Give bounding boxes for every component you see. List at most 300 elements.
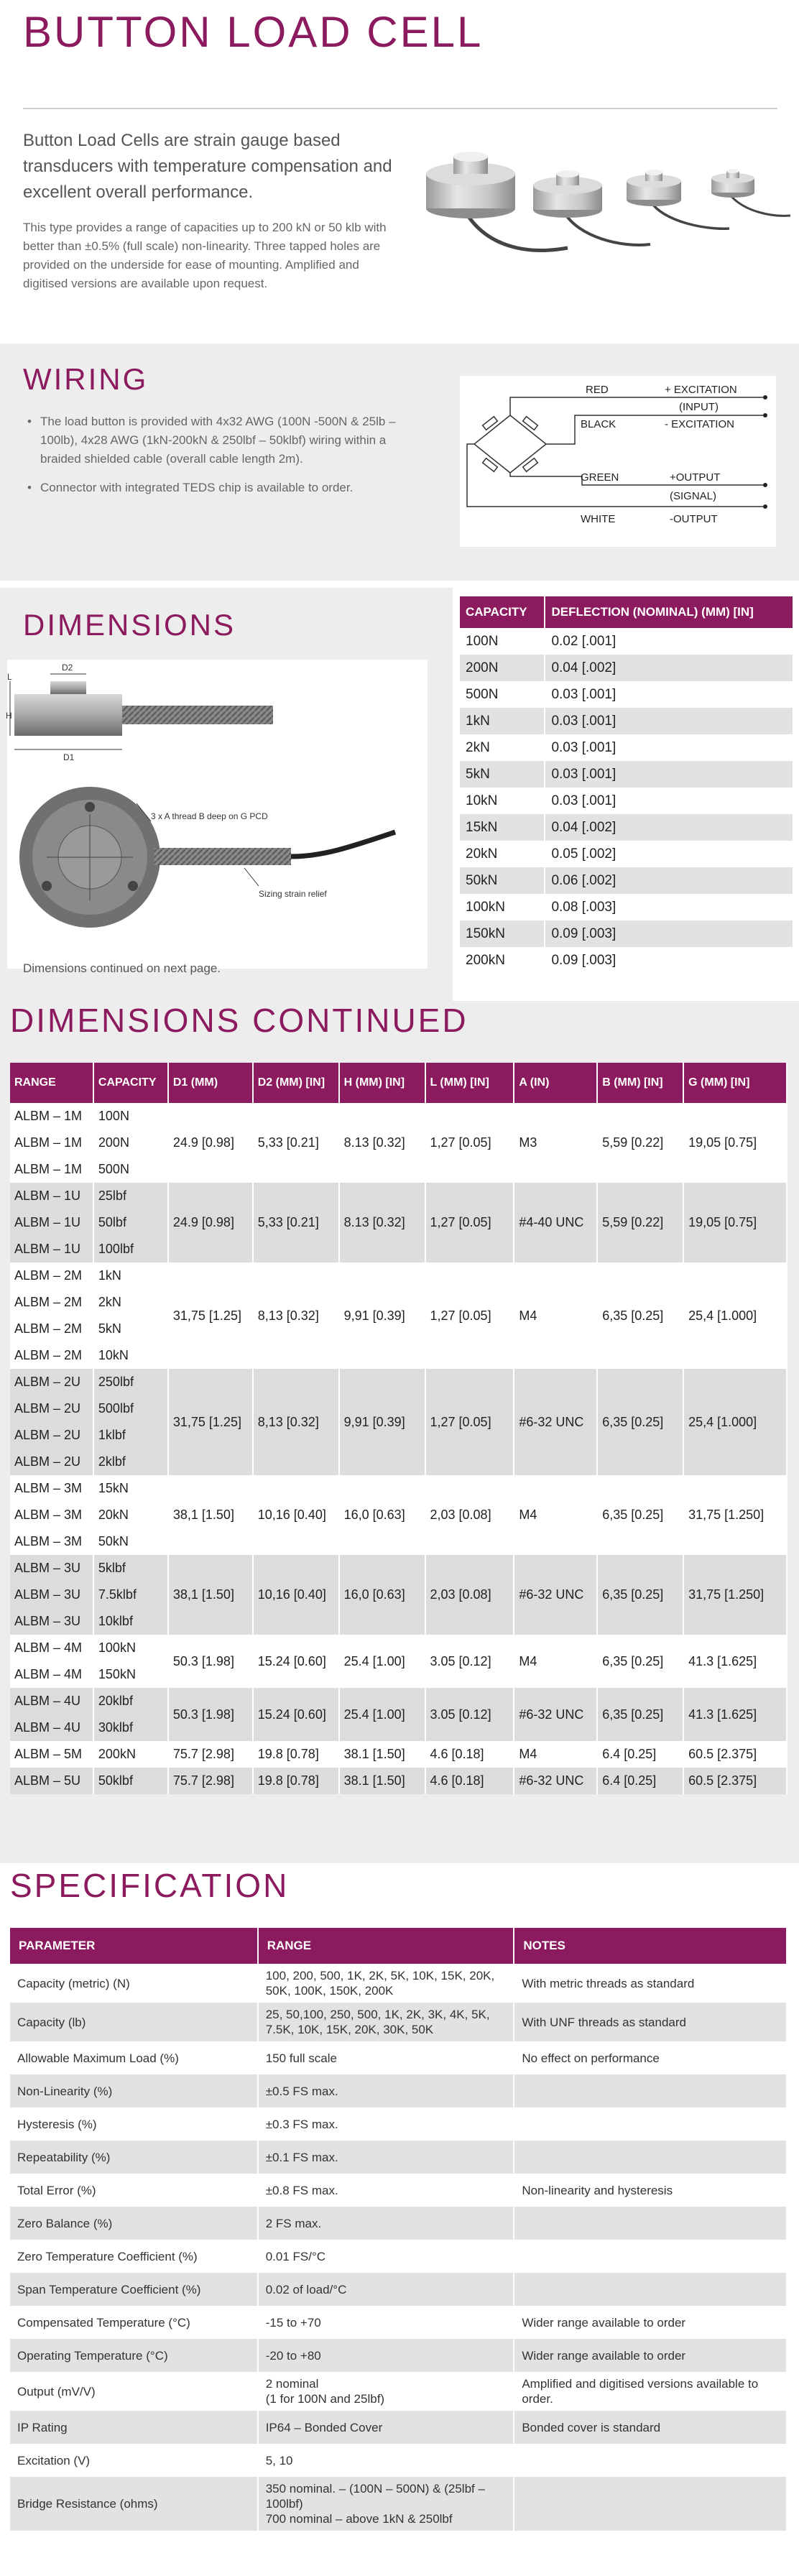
product-photo xyxy=(420,122,794,259)
capacity-cell: 15kN xyxy=(93,1475,168,1502)
capacity-cell: 25lbf xyxy=(93,1183,168,1209)
capacity-cell: 20kN xyxy=(460,841,545,867)
g-cell: 19,05 [0.75] xyxy=(683,1103,787,1183)
d2-cell: 19.8 [0.78] xyxy=(253,1741,339,1768)
capacity-cell: 50klbf xyxy=(93,1768,168,1794)
dimension-group xyxy=(10,1183,787,1262)
range-cell: 150 full scale xyxy=(258,2041,514,2074)
deflection-row xyxy=(460,867,793,894)
range-cell: ALBM – 3U xyxy=(10,1582,93,1608)
b-cell: 6,35 [0.25] xyxy=(597,1369,683,1475)
g-cell: 19,05 [0.75] xyxy=(683,1183,787,1262)
range-cell: ±0.3 FS max. xyxy=(258,2108,514,2141)
dimension-group xyxy=(10,1768,787,1794)
range-cell: 0.02 of load/°C xyxy=(258,2273,514,2306)
range-cell: ALBM – 2M xyxy=(10,1342,93,1369)
range-column-header: RANGE xyxy=(10,1063,93,1103)
intro-body: This type provides a range of capacities up to 200 kN or 50 klb with better than ±0.5% (full scale) non-linearity. Three tapped holes are provided on the underside for ease of mounting. Amplified and digitised versions are available upon request. xyxy=(23,221,387,290)
b-cell: 6,35 [0.25] xyxy=(597,1262,683,1369)
capacity-cell: 200kN xyxy=(93,1741,168,1768)
dimensions-table xyxy=(10,1063,788,1794)
deflection-column-header: DEFLECTION (NOMINAL) (MM) [IN] xyxy=(545,596,793,628)
range-cell: ALBM – 4M xyxy=(10,1661,93,1688)
dimensions-continued-section xyxy=(0,1001,799,1863)
range-cell: ALBM – 2M xyxy=(10,1289,93,1316)
notes-column-header: NOTES xyxy=(514,1928,787,1964)
a-cell: #6-32 UNC xyxy=(514,1555,597,1635)
parameter-cell: Span Temperature Coefficient (%) xyxy=(10,2273,258,2306)
dimension-group xyxy=(10,1262,787,1369)
h-column-header: H (MM) [IN] xyxy=(339,1063,425,1103)
capacity-cell: 20klbf xyxy=(93,1688,168,1714)
notes-cell: Wider range available to order xyxy=(514,2339,787,2372)
h-cell: 16,0 [0.63] xyxy=(339,1475,425,1555)
b-cell: 6,35 [0.25] xyxy=(597,1475,683,1555)
notes-cell: With UNF threads as standard xyxy=(514,2003,787,2041)
output-negative-label: -OUTPUT xyxy=(670,513,718,525)
range-cell: 100, 200, 500, 1K, 2K, 5K, 10K, 15K, 20K, 50K, 100K, 150K, 200K xyxy=(258,1964,514,2003)
l-cell: 4.6 [0.18] xyxy=(425,1768,514,1794)
specification-row xyxy=(10,2273,787,2306)
capacity-cell: 7.5klbf xyxy=(93,1582,168,1608)
d1-label: D1 xyxy=(63,752,75,762)
range-cell: ALBM – 3U xyxy=(10,1555,93,1582)
specification-row xyxy=(10,2041,787,2074)
deflection-cell: 0.03 [.001] xyxy=(545,761,793,788)
l-cell: 1,27 [0.05] xyxy=(425,1262,514,1369)
notes-cell xyxy=(514,2074,787,2108)
notes-cell xyxy=(514,2477,787,2531)
parameter-cell: Capacity (metric) (N) xyxy=(10,1964,258,2003)
specification-table-body xyxy=(10,1964,787,2531)
range-cell: ALBM – 5U xyxy=(10,1768,93,1794)
capacity-cell: 100N xyxy=(460,628,545,655)
h-cell: 38.1 [1.50] xyxy=(339,1768,425,1794)
d1-cell: 31,75 [1.25] xyxy=(168,1369,253,1475)
wire-label-black: BLACK xyxy=(581,418,616,430)
title-divider xyxy=(23,108,777,109)
h-cell: 25.4 [1.00] xyxy=(339,1688,425,1741)
capacity-cell: 20kN xyxy=(93,1502,168,1528)
range-cell: ALBM – 4M xyxy=(10,1635,93,1661)
capacity-cell: 5klbf xyxy=(93,1555,168,1582)
g-cell: 60.5 [2.375] xyxy=(683,1768,787,1794)
l-cell: 3.05 [0.12] xyxy=(425,1688,514,1741)
capacity-cell: 150kN xyxy=(460,920,545,947)
capacity-cell: 1kN xyxy=(93,1262,168,1289)
range-cell: ALBM – 2U xyxy=(10,1422,93,1449)
d2-cell: 15.24 [0.60] xyxy=(253,1688,339,1741)
range-cell: ALBM – 1M xyxy=(10,1156,93,1183)
page-title: BUTTON LOAD CELL xyxy=(23,8,484,56)
parameter-cell: Output (mV/V) xyxy=(10,2372,258,2411)
d1-column-header: D1 (MM) xyxy=(168,1063,253,1103)
notes-cell: Bonded cover is standard xyxy=(514,2411,787,2444)
intro-section xyxy=(0,115,799,341)
wire-label-red: RED xyxy=(586,384,609,396)
capacity-cell: 100lbf xyxy=(93,1236,168,1262)
a-cell: M3 xyxy=(514,1103,597,1183)
parameter-cell: Bridge Resistance (ohms) xyxy=(10,2477,258,2531)
range-cell: ALBM – 3U xyxy=(10,1608,93,1635)
dimension-row xyxy=(10,1768,787,1794)
d2-cell: 19.8 [0.78] xyxy=(253,1768,339,1794)
range-cell: ALBM – 1U xyxy=(10,1183,93,1209)
capacity-cell: 100kN xyxy=(460,894,545,920)
g-cell: 31,75 [1.250] xyxy=(683,1555,787,1635)
deflection-row xyxy=(460,814,793,841)
h-label: H xyxy=(6,711,12,721)
d2-label: D2 xyxy=(62,663,73,673)
capacity-cell: 200N xyxy=(93,1130,168,1156)
l-cell: 3.05 [0.12] xyxy=(425,1635,514,1688)
l-cell: 2,03 [0.08] xyxy=(425,1475,514,1555)
specification-row xyxy=(10,2306,787,2339)
b-cell: 6,35 [0.25] xyxy=(597,1688,683,1741)
specification-section xyxy=(0,1863,799,2576)
parameter-cell: Non-Linearity (%) xyxy=(10,2074,258,2108)
d1-cell: 75.7 [2.98] xyxy=(168,1768,253,1794)
range-cell: 25, 50,100, 250, 500, 1K, 2K, 3K, 4K, 5K, 7.5K, 10K, 15K, 20K, 30K, 50K xyxy=(258,2003,514,2041)
dimensions-panel xyxy=(0,588,453,1001)
g-cell: 41.3 [1.625] xyxy=(683,1635,787,1688)
l-cell: 4.6 [0.18] xyxy=(425,1741,514,1768)
d1-cell: 24.9 [0.98] xyxy=(168,1103,253,1183)
parameter-cell: Hysteresis (%) xyxy=(10,2108,258,2141)
specification-row xyxy=(10,2108,787,2141)
h-cell: 9,91 [0.39] xyxy=(339,1369,425,1475)
mounting-holes-label: 3 x A thread B deep on G PCD xyxy=(151,811,268,821)
dimension-row xyxy=(10,1103,787,1130)
dimension-row xyxy=(10,1555,787,1582)
deflection-cell: 0.03 [.001] xyxy=(545,681,793,708)
parameter-cell: Repeatability (%) xyxy=(10,2141,258,2174)
range-cell: ALBM – 2U xyxy=(10,1395,93,1422)
range-cell: ±0.1 FS max. xyxy=(258,2141,514,2174)
parameter-cell: Zero Balance (%) xyxy=(10,2207,258,2240)
capacity-cell: 10kN xyxy=(460,788,545,814)
l-cell: 1,27 [0.05] xyxy=(425,1103,514,1183)
range-cell: ±0.5 FS max. xyxy=(258,2074,514,2108)
b-column-header: B (MM) [IN] xyxy=(597,1063,683,1103)
parameter-cell: IP Rating xyxy=(10,2411,258,2444)
wiring-bullet: • The load button is provided with 4x32 AWG (100N -500N & 25lb – 100lb), 4x28 AWG (1kN-200kN & 250lbf – 50klbf) wiring within a braided shielded cable (overall cable length 2m). xyxy=(27,412,430,468)
specification-table xyxy=(10,1928,788,2531)
range-cell: 2 FS max. xyxy=(258,2207,514,2240)
capacity-cell: 10klbf xyxy=(93,1608,168,1635)
a-cell: #4-40 UNC xyxy=(514,1183,597,1262)
specification-row xyxy=(10,2003,787,2041)
dimensions-note: Dimensions continued on next page. xyxy=(23,961,221,975)
deflection-table xyxy=(460,596,794,974)
b-cell: 5,59 [0.22] xyxy=(597,1103,683,1183)
notes-cell xyxy=(514,2141,787,2174)
g-cell: 60.5 [2.375] xyxy=(683,1741,787,1768)
deflection-row xyxy=(460,761,793,788)
h-cell: 8.13 [0.32] xyxy=(339,1183,425,1262)
g-cell: 41.3 [1.625] xyxy=(683,1688,787,1741)
dimension-group xyxy=(10,1688,787,1741)
d1-cell: 31,75 [1.25] xyxy=(168,1262,253,1369)
range-cell: ALBM – 2M xyxy=(10,1316,93,1342)
deflection-row xyxy=(460,841,793,867)
deflection-row xyxy=(460,628,793,655)
deflection-cell: 0.04 [.002] xyxy=(545,814,793,841)
d2-column-header: D2 (MM) [IN] xyxy=(253,1063,339,1103)
range-cell: ALBM – 1U xyxy=(10,1209,93,1236)
range-cell: ALBM – 4U xyxy=(10,1688,93,1714)
d1-cell: 50.3 [1.98] xyxy=(168,1688,253,1741)
a-cell: M4 xyxy=(514,1262,597,1369)
g-cell: 25,4 [1.000] xyxy=(683,1369,787,1475)
dimension-group xyxy=(10,1475,787,1555)
parameter-cell: Compensated Temperature (°C) xyxy=(10,2306,258,2339)
specification-row xyxy=(10,2372,787,2411)
range-cell: ALBM – 3M xyxy=(10,1528,93,1555)
capacity-cell: 100kN xyxy=(93,1635,168,1661)
h-cell: 38.1 [1.50] xyxy=(339,1741,425,1768)
d2-cell: 5,33 [0.21] xyxy=(253,1103,339,1183)
deflection-cell: 0.05 [.002] xyxy=(545,841,793,867)
b-cell: 6.4 [0.25] xyxy=(597,1768,683,1794)
range-cell: IP64 – Bonded Cover xyxy=(258,2411,514,2444)
range-cell: 2 nominal (1 for 100N and 25lbf) xyxy=(258,2372,514,2411)
capacity-column-header: CAPACITY xyxy=(460,596,545,628)
output-positive-label: +OUTPUT xyxy=(670,471,721,484)
dimension-row xyxy=(10,1475,787,1502)
wiring-bullet: • Connector with integrated TEDS chip is available to order. xyxy=(27,479,430,497)
notes-cell: Wider range available to order xyxy=(514,2306,787,2339)
load-cell-product-image xyxy=(420,122,794,259)
g-cell: 31,75 [1.250] xyxy=(683,1475,787,1555)
b-cell: 6.4 [0.25] xyxy=(597,1741,683,1768)
a-cell: #6-32 UNC xyxy=(514,1688,597,1741)
dimension-row xyxy=(10,1688,787,1714)
deflection-cell: 0.03 [.001] xyxy=(545,788,793,814)
dimensions-heading: DIMENSIONS xyxy=(23,608,236,642)
capacity-cell: 5kN xyxy=(93,1316,168,1342)
parameter-cell: Operating Temperature (°C) xyxy=(10,2339,258,2372)
specification-row xyxy=(10,1964,787,2003)
dimension-group xyxy=(10,1741,787,1768)
intro-text xyxy=(23,128,404,293)
capacity-cell: 2kN xyxy=(93,1289,168,1316)
notes-cell: Non-linearity and hysteresis xyxy=(514,2174,787,2207)
a-cell: M4 xyxy=(514,1635,597,1688)
deflection-cell: 0.08 [.003] xyxy=(545,894,793,920)
a-column-header: A (IN) xyxy=(514,1063,597,1103)
capacity-cell: 2klbf xyxy=(93,1449,168,1475)
d1-cell: 38,1 [1.50] xyxy=(168,1475,253,1555)
l-cell: 2,03 [0.08] xyxy=(425,1555,514,1635)
deflection-row xyxy=(460,947,793,974)
deflection-cell: 0.03 [.001] xyxy=(545,734,793,761)
capacity-cell: 200N xyxy=(460,655,545,681)
d2-cell: 15.24 [0.60] xyxy=(253,1635,339,1688)
range-cell: ALBM – 3M xyxy=(10,1502,93,1528)
notes-cell: No effect on performance xyxy=(514,2041,787,2074)
deflection-cell: 0.02 [.001] xyxy=(545,628,793,655)
capacity-cell: 10kN xyxy=(93,1342,168,1369)
deflection-cell: 0.03 [.001] xyxy=(545,708,793,734)
notes-cell xyxy=(514,2240,787,2273)
deflection-row xyxy=(460,734,793,761)
a-cell: M4 xyxy=(514,1475,597,1555)
b-cell: 6,35 [0.25] xyxy=(597,1635,683,1688)
range-cell: ALBM – 5M xyxy=(10,1741,93,1768)
dimension-group xyxy=(10,1635,787,1688)
deflection-table-body xyxy=(460,628,793,974)
capacity-cell: 1klbf xyxy=(93,1422,168,1449)
specification-header-row xyxy=(10,1928,787,1964)
d1-cell: 38,1 [1.50] xyxy=(168,1555,253,1635)
specification-row xyxy=(10,2444,787,2477)
d1-cell: 50.3 [1.98] xyxy=(168,1635,253,1688)
d2-cell: 8,13 [0.32] xyxy=(253,1369,339,1475)
dimension-row xyxy=(10,1262,787,1289)
input-label: (INPUT) xyxy=(679,401,719,413)
g-column-header: G (MM) [IN] xyxy=(683,1063,787,1103)
d2-cell: 5,33 [0.21] xyxy=(253,1183,339,1262)
notes-cell: Amplified and digitised versions available to order. xyxy=(514,2372,787,2411)
capacity-cell: 100N xyxy=(93,1103,168,1130)
specification-row xyxy=(10,2339,787,2372)
d1-cell: 24.9 [0.98] xyxy=(168,1183,253,1262)
capacity-cell: 50kN xyxy=(93,1528,168,1555)
range-cell: 0.01 FS/°C xyxy=(258,2240,514,2273)
specification-row xyxy=(10,2174,787,2207)
specification-row xyxy=(10,2074,787,2108)
dimension-group xyxy=(10,1369,787,1475)
d2-cell: 10,16 [0.40] xyxy=(253,1475,339,1555)
a-cell: #6-32 UNC xyxy=(514,1768,597,1794)
l-label: L xyxy=(7,672,12,682)
signal-label: (SIGNAL) xyxy=(670,490,717,502)
notes-cell xyxy=(514,2444,787,2477)
deflection-cell: 0.09 [.003] xyxy=(545,947,793,974)
range-cell: ALBM – 1U xyxy=(10,1236,93,1262)
d2-cell: 8,13 [0.32] xyxy=(253,1262,339,1369)
h-cell: 9,91 [0.39] xyxy=(339,1262,425,1369)
l-cell: 1,27 [0.05] xyxy=(425,1369,514,1475)
capacity-cell: 5kN xyxy=(460,761,545,788)
wire-label-white: WHITE xyxy=(581,513,616,525)
a-cell: M4 xyxy=(514,1741,597,1768)
dimension-group xyxy=(10,1555,787,1635)
deflection-cell: 0.09 [.003] xyxy=(545,920,793,947)
capacity-cell: 500N xyxy=(460,681,545,708)
range-cell: ALBM – 1M xyxy=(10,1103,93,1130)
capacity-column-header: CAPACITY xyxy=(93,1063,168,1103)
parameter-cell: Allowable Maximum Load (%) xyxy=(10,2041,258,2074)
dimension-row xyxy=(10,1635,787,1661)
dimensions-header-row xyxy=(10,1063,787,1103)
deflection-row xyxy=(460,788,793,814)
range-cell: ALBM – 1M xyxy=(10,1130,93,1156)
wiring-heading: WIRING xyxy=(23,362,149,396)
capacity-cell: 200kN xyxy=(460,947,545,974)
specification-row xyxy=(10,2141,787,2174)
range-cell: -15 to +70 xyxy=(258,2306,514,2339)
notes-cell xyxy=(514,2273,787,2306)
deflection-row xyxy=(460,708,793,734)
capacity-cell: 1kN xyxy=(460,708,545,734)
capacity-cell: 150kN xyxy=(93,1661,168,1688)
d2-cell: 10,16 [0.40] xyxy=(253,1555,339,1635)
notes-cell xyxy=(514,2108,787,2141)
excitation-positive-label: + EXCITATION xyxy=(665,384,737,396)
capacity-cell: 15kN xyxy=(460,814,545,841)
capacity-cell: 500N xyxy=(93,1156,168,1183)
deflection-row xyxy=(460,920,793,947)
capacity-cell: 50lbf xyxy=(93,1209,168,1236)
range-column-header: RANGE xyxy=(258,1928,514,1964)
wiring-diagram xyxy=(460,376,776,547)
range-cell: ALBM – 2U xyxy=(10,1369,93,1395)
notes-cell: With metric threads as standard xyxy=(514,1964,787,2003)
capacity-cell: 500lbf xyxy=(93,1395,168,1422)
capacity-cell: 250lbf xyxy=(93,1369,168,1395)
l-column-header: L (MM) [IN] xyxy=(425,1063,514,1103)
notes-cell xyxy=(514,2207,787,2240)
d1-cell: 75.7 [2.98] xyxy=(168,1741,253,1768)
b-cell: 5,59 [0.22] xyxy=(597,1183,683,1262)
range-cell: 350 nominal. – (100N – 500N) & (25lbf – 100lbf) 700 nominal – above 1kN & 250lbf xyxy=(258,2477,514,2531)
strain-relief-label: Sizing strain relief xyxy=(259,889,327,899)
deflection-cell: 0.06 [.002] xyxy=(545,867,793,894)
excitation-negative-label: - EXCITATION xyxy=(665,418,734,430)
parameter-cell: Zero Temperature Coefficient (%) xyxy=(10,2240,258,2273)
g-cell: 25,4 [1.000] xyxy=(683,1262,787,1369)
range-cell: ALBM – 2M xyxy=(10,1262,93,1289)
wiring-section xyxy=(0,343,799,581)
specification-row xyxy=(10,2207,787,2240)
range-cell: ALBM – 2U xyxy=(10,1449,93,1475)
parameter-cell: Total Error (%) xyxy=(10,2174,258,2207)
specification-row xyxy=(10,2477,787,2531)
wiring-bullets xyxy=(27,412,430,507)
dimension-row xyxy=(10,1369,787,1395)
deflection-row xyxy=(460,894,793,920)
dimension-row xyxy=(10,1741,787,1768)
parameter-cell: Capacity (lb) xyxy=(10,2003,258,2041)
l-cell: 1,27 [0.05] xyxy=(425,1183,514,1262)
dimension-drawing xyxy=(7,660,428,969)
deflection-row xyxy=(460,655,793,681)
capacity-cell: 2kN xyxy=(460,734,545,761)
deflection-cell: 0.04 [.002] xyxy=(545,655,793,681)
dimension-group xyxy=(10,1103,787,1183)
deflection-row xyxy=(460,681,793,708)
specification-row xyxy=(10,2411,787,2444)
capacity-cell: 30klbf xyxy=(93,1714,168,1741)
parameter-column-header: PARAMETER xyxy=(10,1928,258,1964)
range-cell: ±0.8 FS max. xyxy=(258,2174,514,2207)
specification-heading: SPECIFICATION xyxy=(10,1867,290,1904)
dimension-row xyxy=(10,1183,787,1209)
h-cell: 8.13 [0.32] xyxy=(339,1103,425,1183)
intro-lead: Button Load Cells are strain gauge based transducers with temperature compensation and excellent overall performance. xyxy=(23,131,392,202)
parameter-cell: Excitation (V) xyxy=(10,2444,258,2477)
range-cell: 5, 10 xyxy=(258,2444,514,2477)
range-cell: ALBM – 4U xyxy=(10,1714,93,1741)
a-cell: #6-32 UNC xyxy=(514,1369,597,1475)
range-cell: -20 to +80 xyxy=(258,2339,514,2372)
h-cell: 16,0 [0.63] xyxy=(339,1555,425,1635)
wire-label-green: GREEN xyxy=(581,471,619,484)
specification-row xyxy=(10,2240,787,2273)
dimensions-continued-heading: DIMENSIONS CONTINUED xyxy=(10,1002,468,1039)
